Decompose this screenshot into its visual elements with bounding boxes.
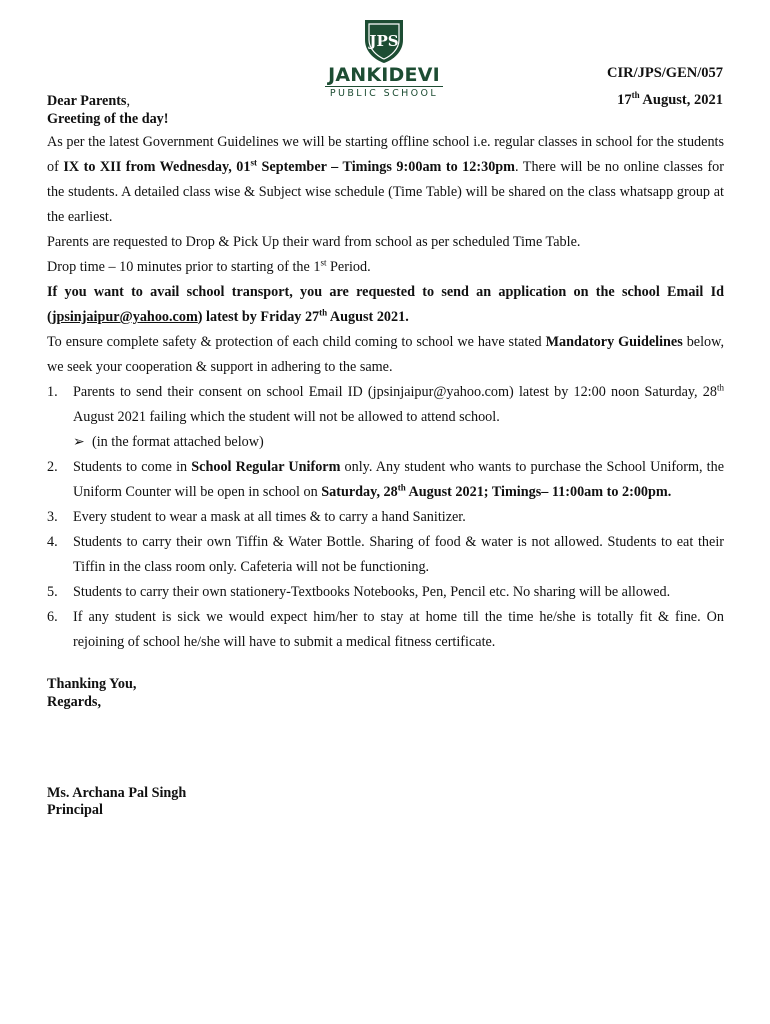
signature-block xyxy=(47,785,724,819)
closing-regards: Regards, xyxy=(47,694,101,710)
date-rest: August, 2021 xyxy=(639,92,723,108)
salutation-line: Dear Parents xyxy=(47,93,127,109)
list-item xyxy=(47,380,724,455)
p5-text: To ensure complete safety & protection of each child coming to school we have stated xyxy=(47,334,546,350)
list-number: 1. xyxy=(47,384,58,400)
item2-text: Students to come in xyxy=(73,459,192,475)
list-number: 2. xyxy=(47,459,58,475)
p1-sup: st xyxy=(250,157,257,168)
list-item xyxy=(47,530,724,580)
list-item xyxy=(47,580,724,605)
list-number: 5. xyxy=(47,584,58,600)
item6-text: If any student is sick we would expect him/her to stay at home till the time he/she is totally fit & fine. On rejoining of school he/she will have to submit a medical fitness certificate. xyxy=(73,609,724,650)
item3-text: Every student to wear a mask at all times & to carry a hand Sanitizer. xyxy=(73,509,466,525)
p3-text-end: Period. xyxy=(326,259,371,275)
date-day: 17 xyxy=(617,92,632,108)
school-email-link[interactable]: jpsinjaipur@yahoo.com xyxy=(51,309,198,325)
paragraph-guidelines-intro xyxy=(47,330,724,380)
school-logo xyxy=(325,18,443,99)
p4-text: If you want to avail school transport, you are requested to send an application on the school Email Id ( xyxy=(47,284,724,325)
p4-sup: th xyxy=(319,307,328,318)
item2-bold: School Regular Uniform xyxy=(191,459,341,475)
greeting-line: Greeting of the day! xyxy=(47,111,169,127)
p5-text-end: below, we seek your cooperation & support in adhering to the same. xyxy=(47,334,725,375)
list-item xyxy=(47,505,724,530)
sub-bullet xyxy=(73,430,724,455)
signatory-name: Ms. Archana Pal Singh xyxy=(47,785,187,801)
paragraph-drop-time xyxy=(47,255,724,280)
circular-number: CIR/JPS/GEN/057 xyxy=(606,65,723,81)
arrow-bullet-icon: ➢ xyxy=(73,434,85,450)
salutation-punct: , xyxy=(126,93,131,109)
paragraph-drop-pickup: Parents are requested to Drop & Pick Up their ward from school as per scheduled Time Table. xyxy=(47,234,581,250)
closing-thanks: Thanking You, xyxy=(47,676,137,692)
logo-school-subtitle: PUBLIC SCHOOL xyxy=(325,86,443,99)
date-suffix: th xyxy=(631,90,640,101)
item2-text-mid: only. Any student who wants to purchase the School Uniform, the Uniform Counter will be open in school on xyxy=(73,459,725,500)
letter-body xyxy=(47,92,724,819)
item5-text: Students to carry their own stationery-Textbooks Notebooks, Pen, Pencil etc. No sharing will be allowed. xyxy=(73,584,671,600)
salutation xyxy=(47,92,724,128)
sub-bullet-text: (in the format attached below) xyxy=(91,434,264,450)
item1-text: Parents to send their consent on school Email ID (jpsinjaipur@yahoo.com) latest by 12:00 noon Saturday, 28 xyxy=(73,384,717,400)
p3-sup: st xyxy=(320,257,327,268)
list-number: 4. xyxy=(47,534,58,550)
p1-bold-timings: September – Timings 9:00am to 12:30pm xyxy=(257,159,515,175)
school-crest-icon xyxy=(363,18,405,64)
list-number: 6. xyxy=(47,609,58,625)
paragraph-transport xyxy=(47,280,724,330)
item2-bold-end: August 2021; Timings– 11:00am to 2:00pm. xyxy=(405,484,672,500)
p1-bold: IX to XII from Wednesday, 01 xyxy=(63,159,251,175)
item1-text-end: August 2021 failing which the student will not be allowed to attend school. xyxy=(73,409,500,425)
list-number: 3. xyxy=(47,509,58,525)
paragraph-offline-school xyxy=(47,130,724,230)
p3-text: Drop time – 10 minutes prior to starting of the 1 xyxy=(47,259,321,275)
closing xyxy=(47,675,724,711)
logo-school-name: JANKIDEVI xyxy=(328,64,440,86)
signatory-title: Principal xyxy=(47,802,103,818)
guidelines-list xyxy=(47,380,724,655)
p5-bold: Mandatory Guidelines xyxy=(545,334,683,350)
p4-text-end: August 2021. xyxy=(327,309,409,325)
item1-sup: th xyxy=(716,382,724,393)
list-item xyxy=(47,605,724,655)
list-item xyxy=(47,455,724,505)
p1-text: As per the latest Government Guidelines we will be starting offline school i.e. regular classes in school for the students of xyxy=(47,134,724,175)
svg-text:JPS: JPS xyxy=(369,32,399,50)
p1-text-end: . There will be no online classes for the students. A detailed class wise & Subject wise schedule (Time Table) will be shared on the class whatsapp group at the earliest. xyxy=(47,159,724,225)
p4-text-mid: ) latest by Friday 27 xyxy=(197,309,320,325)
item4-text: Students to carry their own Tiffin & Water Bottle. Sharing of food & water is not allowed. Students to eat their Tiffin in the class room only. Cafeteria will not be functioning. xyxy=(73,534,724,575)
item2-bold-date: Saturday, 28 xyxy=(321,484,398,500)
item2-sup: th xyxy=(397,482,406,493)
